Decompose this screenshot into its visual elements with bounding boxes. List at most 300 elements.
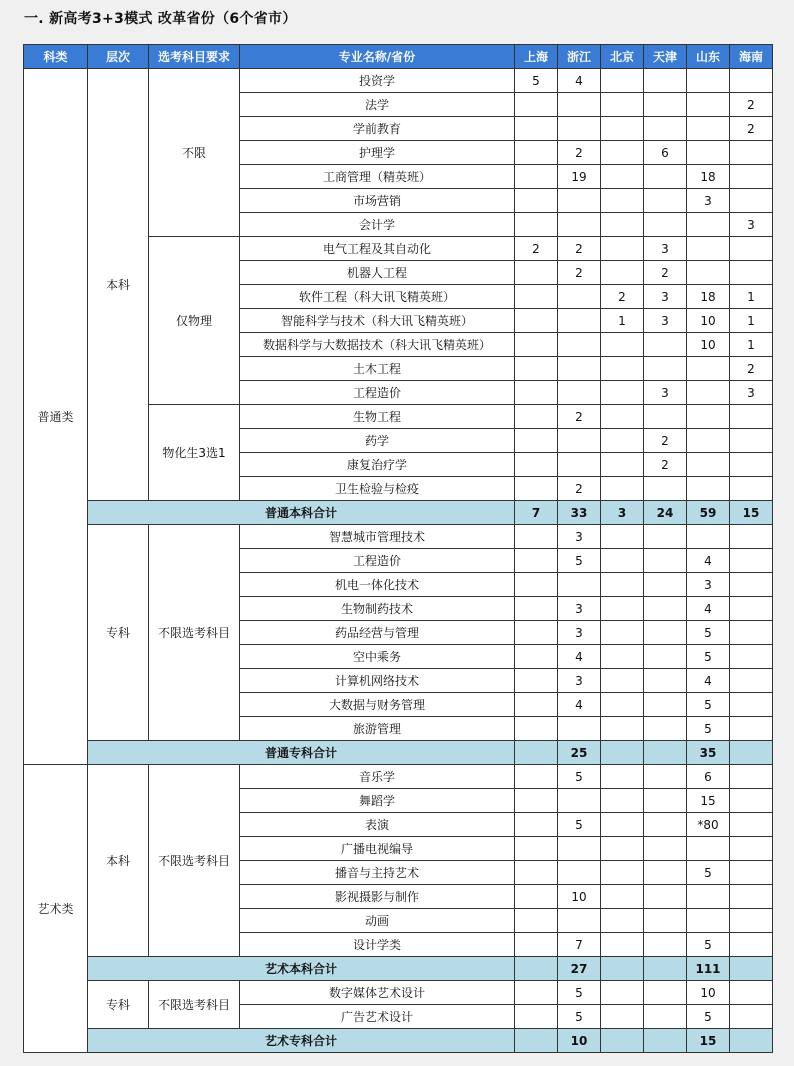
major-name-cell: 生物制药技术: [240, 597, 515, 621]
quota-cell: [515, 861, 558, 885]
major-name-cell: 空中乘务: [240, 645, 515, 669]
quota-cell: 5: [687, 693, 730, 717]
quota-cell: [515, 405, 558, 429]
quota-cell: [687, 885, 730, 909]
quota-cell: 10: [558, 885, 601, 909]
quota-cell: [730, 837, 773, 861]
quota-cell: [601, 261, 644, 285]
quota-cell: [644, 1005, 687, 1029]
quota-cell: 7: [558, 933, 601, 957]
quota-cell: [730, 981, 773, 1005]
table-row: [24, 765, 773, 789]
quota-cell: 2: [558, 237, 601, 261]
quota-cell: [644, 861, 687, 885]
major-name-cell: 机电一体化技术: [240, 573, 515, 597]
level-cell: 本科: [88, 69, 149, 501]
major-name-cell: 表演: [240, 813, 515, 837]
quota-cell: [601, 789, 644, 813]
quota-cell: [644, 93, 687, 117]
quota-cell: [515, 285, 558, 309]
subtotal-value: [601, 957, 644, 981]
quota-cell: 3: [730, 213, 773, 237]
enrollment-plan-table: [23, 44, 773, 1053]
quota-cell: [515, 261, 558, 285]
quota-cell: 10: [687, 309, 730, 333]
quota-cell: [515, 333, 558, 357]
quota-cell: [601, 669, 644, 693]
quota-cell: 2: [601, 285, 644, 309]
quota-cell: [601, 69, 644, 93]
quota-cell: [558, 429, 601, 453]
quota-cell: [558, 573, 601, 597]
major-name-cell: 市场营销: [240, 189, 515, 213]
category-cell: 艺术类: [24, 765, 88, 1053]
quota-cell: [601, 93, 644, 117]
subtotal-value: 59: [687, 501, 730, 525]
quota-cell: 18: [687, 285, 730, 309]
category-cell: 普通类: [24, 69, 88, 765]
table-header-row: [24, 45, 773, 69]
quota-cell: [515, 1005, 558, 1029]
subtotal-label: 普通专科合计: [88, 741, 515, 765]
subtotal-value: 7: [515, 501, 558, 525]
quota-cell: [558, 717, 601, 741]
quota-cell: [515, 549, 558, 573]
quota-cell: [730, 141, 773, 165]
quota-cell: [687, 453, 730, 477]
major-name-cell: 学前教育: [240, 117, 515, 141]
quota-cell: 5: [687, 933, 730, 957]
level-cell: 本科: [88, 765, 149, 957]
quota-cell: [558, 861, 601, 885]
quota-cell: [644, 645, 687, 669]
quota-cell: [601, 717, 644, 741]
subtotal-value: [515, 1029, 558, 1053]
quota-cell: [644, 981, 687, 1005]
header-subject-requirement: 选考科目要求: [149, 45, 240, 69]
major-name-cell: 工程造价: [240, 381, 515, 405]
subtotal-value: [730, 957, 773, 981]
quota-cell: [644, 837, 687, 861]
subtotal-row: [24, 501, 773, 525]
major-name-cell: 舞蹈学: [240, 789, 515, 813]
header-major-name: 专业名称/省份: [240, 45, 515, 69]
quota-cell: [687, 909, 730, 933]
quota-cell: [601, 909, 644, 933]
quota-cell: [515, 381, 558, 405]
subtotal-value: 3: [601, 501, 644, 525]
quota-cell: [515, 597, 558, 621]
quota-cell: [730, 453, 773, 477]
quota-cell: 5: [558, 765, 601, 789]
header-shandong: 山东: [687, 45, 730, 69]
quota-cell: 2: [558, 477, 601, 501]
major-name-cell: 计算机网络技术: [240, 669, 515, 693]
quota-cell: 1: [601, 309, 644, 333]
quota-cell: [730, 909, 773, 933]
quota-cell: 15: [687, 789, 730, 813]
quota-cell: 4: [558, 69, 601, 93]
major-name-cell: 大数据与财务管理: [240, 693, 515, 717]
quota-cell: [644, 885, 687, 909]
quota-cell: [730, 933, 773, 957]
quota-cell: 18: [687, 165, 730, 189]
quota-cell: 1: [730, 285, 773, 309]
quota-cell: [730, 573, 773, 597]
subtotal-label: 艺术专科合计: [88, 1029, 515, 1053]
quota-cell: [601, 333, 644, 357]
quota-cell: 5: [687, 645, 730, 669]
quota-cell: [687, 357, 730, 381]
quota-cell: [558, 117, 601, 141]
quota-cell: 1: [730, 309, 773, 333]
subtotal-row: [24, 1029, 773, 1053]
quota-cell: 5: [558, 1005, 601, 1029]
major-name-cell: 机器人工程: [240, 261, 515, 285]
quota-cell: [515, 645, 558, 669]
header-level: 层次: [88, 45, 149, 69]
quota-cell: [644, 117, 687, 141]
subtotal-label: 普通本科合计: [88, 501, 515, 525]
subtotal-value: [730, 1029, 773, 1053]
quota-cell: [687, 141, 730, 165]
quota-cell: [687, 405, 730, 429]
quota-cell: [730, 669, 773, 693]
quota-cell: 1: [730, 333, 773, 357]
quota-cell: [515, 885, 558, 909]
quota-cell: [515, 93, 558, 117]
quota-cell: [644, 333, 687, 357]
quota-cell: [644, 693, 687, 717]
quota-cell: [515, 189, 558, 213]
quota-cell: [601, 237, 644, 261]
quota-cell: [601, 189, 644, 213]
subtotal-value: 15: [730, 501, 773, 525]
quota-cell: [730, 69, 773, 93]
quota-cell: [601, 885, 644, 909]
quota-cell: [730, 885, 773, 909]
major-name-cell: 卫生检验与检疫: [240, 477, 515, 501]
quota-cell: 3: [644, 309, 687, 333]
quota-cell: [558, 357, 601, 381]
subject-requirement-cell: 不限选考科目: [149, 765, 240, 957]
subtotal-value: 35: [687, 741, 730, 765]
major-name-cell: 广播电视编导: [240, 837, 515, 861]
quota-cell: 5: [687, 621, 730, 645]
quota-cell: [644, 669, 687, 693]
quota-cell: 5: [558, 981, 601, 1005]
quota-cell: [644, 189, 687, 213]
quota-cell: [730, 717, 773, 741]
quota-cell: 4: [558, 645, 601, 669]
header-shanghai: 上海: [515, 45, 558, 69]
quota-cell: 2: [730, 93, 773, 117]
quota-cell: [644, 597, 687, 621]
quota-cell: [644, 717, 687, 741]
quota-cell: [687, 117, 730, 141]
quota-cell: [730, 789, 773, 813]
major-name-cell: 康复治疗学: [240, 453, 515, 477]
quota-cell: [687, 93, 730, 117]
quota-cell: [601, 117, 644, 141]
major-name-cell: 音乐学: [240, 765, 515, 789]
quota-cell: [515, 669, 558, 693]
quota-cell: [515, 357, 558, 381]
quota-cell: [515, 717, 558, 741]
quota-cell: [730, 477, 773, 501]
subtotal-label: 艺术本科合计: [88, 957, 515, 981]
quota-cell: [601, 477, 644, 501]
subtotal-row: [24, 957, 773, 981]
quota-cell: 5: [687, 861, 730, 885]
quota-cell: 2: [644, 453, 687, 477]
quota-cell: 5: [515, 69, 558, 93]
quota-cell: [644, 165, 687, 189]
major-name-cell: 动画: [240, 909, 515, 933]
quota-cell: [515, 765, 558, 789]
header-beijing: 北京: [601, 45, 644, 69]
quota-cell: [601, 213, 644, 237]
quota-cell: [687, 69, 730, 93]
quota-cell: 3: [558, 669, 601, 693]
quota-cell: [515, 141, 558, 165]
page-title: 一. 新高考3+3模式 改革省份（6个省市）: [24, 11, 297, 27]
quota-cell: [515, 813, 558, 837]
subtotal-value: [644, 957, 687, 981]
quota-cell: 3: [558, 525, 601, 549]
level-cell: 专科: [88, 981, 149, 1029]
quota-cell: [730, 861, 773, 885]
quota-cell: [515, 693, 558, 717]
table-row: [24, 981, 773, 1005]
quota-cell: [515, 453, 558, 477]
subtotal-value: [515, 957, 558, 981]
quota-cell: 3: [687, 573, 730, 597]
quota-cell: [730, 405, 773, 429]
subject-requirement-cell: 不限选考科目: [149, 525, 240, 741]
quota-cell: 2: [515, 237, 558, 261]
quota-cell: 6: [644, 141, 687, 165]
quota-cell: 2: [644, 429, 687, 453]
quota-cell: 5: [558, 813, 601, 837]
quota-cell: [601, 1005, 644, 1029]
major-name-cell: 软件工程（科大讯飞精英班）: [240, 285, 515, 309]
quota-cell: [558, 837, 601, 861]
header-category: 科类: [24, 45, 88, 69]
quota-cell: [644, 573, 687, 597]
quota-cell: 2: [558, 261, 601, 285]
major-name-cell: 工商管理（精英班）: [240, 165, 515, 189]
table-body: [24, 69, 773, 1053]
quota-cell: 6: [687, 765, 730, 789]
quota-cell: [515, 573, 558, 597]
quota-cell: [644, 621, 687, 645]
quota-cell: [730, 261, 773, 285]
quota-cell: [730, 693, 773, 717]
quota-cell: [601, 429, 644, 453]
quota-cell: [687, 381, 730, 405]
subtotal-value: [601, 1029, 644, 1053]
quota-cell: [644, 549, 687, 573]
quota-cell: [644, 357, 687, 381]
quota-cell: [601, 573, 644, 597]
level-cell: 专科: [88, 525, 149, 741]
subtotal-value: [644, 1029, 687, 1053]
quota-cell: [644, 213, 687, 237]
major-name-cell: 广告艺术设计: [240, 1005, 515, 1029]
quota-cell: [730, 189, 773, 213]
quota-cell: [515, 909, 558, 933]
quota-cell: 3: [730, 381, 773, 405]
quota-cell: 5: [687, 1005, 730, 1029]
quota-cell: [730, 165, 773, 189]
quota-cell: [601, 693, 644, 717]
quota-cell: 4: [687, 597, 730, 621]
quota-cell: [730, 1005, 773, 1029]
quota-cell: [601, 837, 644, 861]
quota-cell: 4: [687, 669, 730, 693]
quota-cell: 3: [558, 597, 601, 621]
subtotal-value: [730, 741, 773, 765]
quota-cell: 4: [687, 549, 730, 573]
quota-cell: [601, 861, 644, 885]
quota-cell: [644, 813, 687, 837]
quota-cell: *80: [687, 813, 730, 837]
quota-cell: 3: [558, 621, 601, 645]
quota-cell: [558, 285, 601, 309]
quota-cell: [558, 333, 601, 357]
quota-cell: [730, 525, 773, 549]
quota-cell: 2: [730, 117, 773, 141]
quota-cell: [558, 213, 601, 237]
quota-cell: [558, 189, 601, 213]
quota-cell: [601, 357, 644, 381]
major-name-cell: 智慧城市管理技术: [240, 525, 515, 549]
quota-cell: 2: [558, 405, 601, 429]
subtotal-value: 27: [558, 957, 601, 981]
quota-cell: [687, 261, 730, 285]
quota-cell: [558, 93, 601, 117]
quota-cell: [644, 405, 687, 429]
quota-cell: [601, 621, 644, 645]
quota-cell: [687, 837, 730, 861]
quota-cell: [601, 645, 644, 669]
major-name-cell: 生物工程: [240, 405, 515, 429]
major-name-cell: 法学: [240, 93, 515, 117]
quota-cell: [730, 765, 773, 789]
quota-cell: 10: [687, 981, 730, 1005]
major-name-cell: 药学: [240, 429, 515, 453]
subtotal-value: [644, 741, 687, 765]
quota-cell: [601, 765, 644, 789]
quota-cell: [730, 549, 773, 573]
quota-cell: [515, 621, 558, 645]
subject-requirement-cell: 物化生3选1: [149, 405, 240, 501]
quota-cell: [601, 597, 644, 621]
quota-cell: [558, 453, 601, 477]
subtotal-value: 25: [558, 741, 601, 765]
quota-cell: [601, 813, 644, 837]
quota-cell: [558, 789, 601, 813]
subtotal-value: 111: [687, 957, 730, 981]
quota-cell: [644, 909, 687, 933]
quota-cell: 2: [730, 357, 773, 381]
quota-cell: [730, 645, 773, 669]
quota-cell: 5: [687, 717, 730, 741]
quota-cell: [515, 789, 558, 813]
quota-cell: [644, 69, 687, 93]
quota-cell: [515, 213, 558, 237]
quota-cell: [601, 453, 644, 477]
major-name-cell: 电气工程及其自动化: [240, 237, 515, 261]
subtotal-value: [515, 741, 558, 765]
major-name-cell: 设计学类: [240, 933, 515, 957]
major-name-cell: 播音与主持艺术: [240, 861, 515, 885]
quota-cell: [730, 621, 773, 645]
quota-cell: [687, 525, 730, 549]
quota-cell: [515, 429, 558, 453]
quota-cell: [515, 933, 558, 957]
quota-cell: [515, 165, 558, 189]
quota-cell: 3: [687, 189, 730, 213]
quota-cell: 3: [644, 285, 687, 309]
subtotal-value: 15: [687, 1029, 730, 1053]
quota-cell: [515, 525, 558, 549]
quota-cell: [515, 981, 558, 1005]
major-name-cell: 影视摄影与制作: [240, 885, 515, 909]
major-name-cell: 土木工程: [240, 357, 515, 381]
major-name-cell: 数字媒体艺术设计: [240, 981, 515, 1005]
header-hainan: 海南: [730, 45, 773, 69]
quota-cell: [687, 237, 730, 261]
quota-cell: 5: [558, 549, 601, 573]
header-zhejiang: 浙江: [558, 45, 601, 69]
quota-cell: [644, 525, 687, 549]
quota-cell: 4: [558, 693, 601, 717]
quota-cell: [601, 525, 644, 549]
quota-cell: [644, 789, 687, 813]
subtotal-row: [24, 741, 773, 765]
quota-cell: [687, 477, 730, 501]
quota-cell: [515, 477, 558, 501]
quota-cell: [558, 309, 601, 333]
major-name-cell: 智能科学与技术（科大讯飞精英班）: [240, 309, 515, 333]
major-name-cell: 药品经营与管理: [240, 621, 515, 645]
major-name-cell: 会计学: [240, 213, 515, 237]
major-name-cell: 投资学: [240, 69, 515, 93]
quota-cell: [687, 429, 730, 453]
subject-requirement-cell: 不限: [149, 69, 240, 237]
subtotal-value: 33: [558, 501, 601, 525]
quota-cell: 3: [644, 381, 687, 405]
quota-cell: [601, 981, 644, 1005]
quota-cell: [730, 813, 773, 837]
quota-cell: [515, 309, 558, 333]
quota-cell: [687, 213, 730, 237]
quota-cell: [601, 381, 644, 405]
table-row: [24, 69, 773, 93]
quota-cell: [515, 117, 558, 141]
quota-cell: [558, 381, 601, 405]
quota-cell: [644, 933, 687, 957]
major-name-cell: 护理学: [240, 141, 515, 165]
quota-cell: [644, 477, 687, 501]
table-row: [24, 525, 773, 549]
subtotal-value: 10: [558, 1029, 601, 1053]
quota-cell: [730, 597, 773, 621]
quota-cell: 2: [558, 141, 601, 165]
quota-cell: 2: [644, 261, 687, 285]
